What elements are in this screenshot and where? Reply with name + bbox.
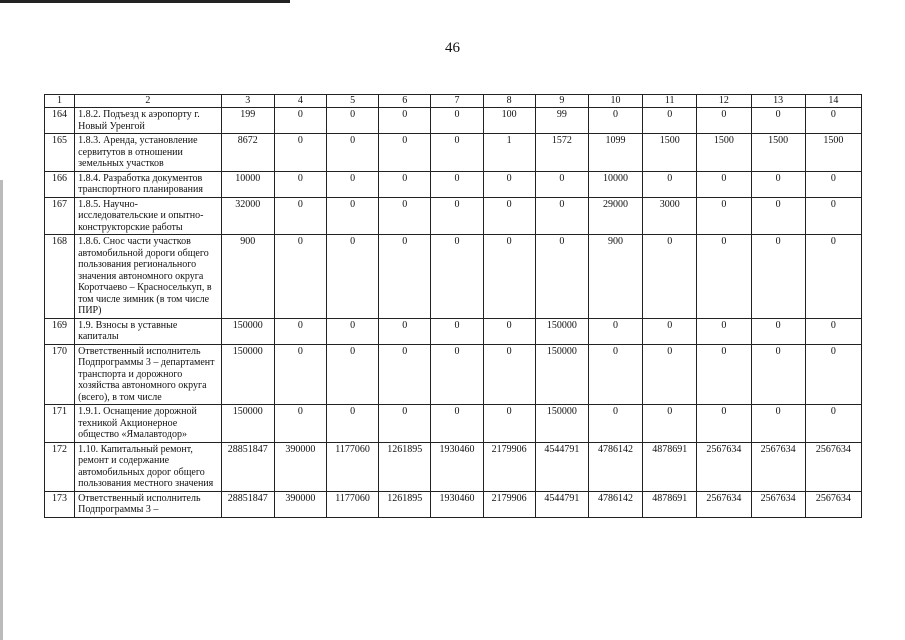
value-cell: 10000	[588, 171, 642, 197]
value-cell: 28851847	[221, 491, 274, 517]
table-row	[45, 108, 862, 134]
value-cell: 0	[379, 197, 431, 235]
row-description: 1.10. Капитальный ремонт, ремонт и содержание автомобильных дорог общего пользования местного значения	[75, 442, 222, 491]
value-cell: 900	[221, 235, 274, 319]
column-header: 11	[643, 95, 697, 108]
value-cell: 900	[588, 235, 642, 319]
row-number: 167	[45, 197, 75, 235]
value-cell: 0	[327, 108, 379, 134]
value-cell: 0	[379, 235, 431, 319]
value-cell: 0	[274, 235, 326, 319]
value-cell: 0	[274, 405, 326, 443]
value-cell: 2567634	[805, 442, 861, 491]
header-row	[45, 95, 862, 108]
value-cell: 3000	[643, 197, 697, 235]
value-cell: 0	[274, 197, 326, 235]
value-cell: 0	[697, 171, 751, 197]
row-description: 1.9. Взносы в уставные капиталы	[75, 318, 222, 344]
value-cell: 0	[751, 235, 805, 319]
row-description: 1.9.1. Оснащение дорожной техникой Акционерное общество «Ямалавтодор»	[75, 405, 222, 443]
value-cell: 2567634	[805, 491, 861, 517]
column-header: 5	[327, 95, 379, 108]
value-cell: 0	[535, 171, 588, 197]
value-cell: 0	[431, 171, 483, 197]
table-row	[45, 197, 862, 235]
value-cell: 390000	[274, 491, 326, 517]
column-header: 10	[588, 95, 642, 108]
value-cell: 390000	[274, 442, 326, 491]
value-cell: 0	[751, 318, 805, 344]
value-cell: 0	[327, 134, 379, 172]
row-number: 168	[45, 235, 75, 319]
value-cell: 28851847	[221, 442, 274, 491]
value-cell: 0	[588, 108, 642, 134]
value-cell: 99	[535, 108, 588, 134]
budget-table	[44, 94, 862, 518]
value-cell: 0	[643, 171, 697, 197]
value-cell: 0	[588, 344, 642, 405]
column-header: 9	[535, 95, 588, 108]
value-cell: 4544791	[535, 442, 588, 491]
value-cell: 0	[805, 171, 861, 197]
value-cell: 0	[379, 344, 431, 405]
column-header: 2	[75, 95, 222, 108]
value-cell: 0	[535, 197, 588, 235]
value-cell: 1500	[697, 134, 751, 172]
value-cell: 32000	[221, 197, 274, 235]
value-cell: 150000	[221, 405, 274, 443]
row-description: 1.8.3. Аренда, установление сервитутов в отношении земельных участков	[75, 134, 222, 172]
column-header: 7	[431, 95, 483, 108]
row-number: 173	[45, 491, 75, 517]
value-cell: 0	[697, 318, 751, 344]
value-cell: 2567634	[697, 442, 751, 491]
row-description: 1.8.6. Снос части участков автомобильной дороги общего пользования регионального значения автономного округа Коротчаево – Красноселькуп, в том числе зимник (в том числе ПИР)	[75, 235, 222, 319]
value-cell: 150000	[221, 344, 274, 405]
value-cell: 0	[431, 134, 483, 172]
column-header: 12	[697, 95, 751, 108]
value-cell: 0	[805, 344, 861, 405]
value-cell: 0	[431, 344, 483, 405]
value-cell: 4544791	[535, 491, 588, 517]
value-cell: 0	[379, 318, 431, 344]
row-number: 169	[45, 318, 75, 344]
row-number: 171	[45, 405, 75, 443]
value-cell: 0	[483, 171, 535, 197]
value-cell: 0	[643, 344, 697, 405]
value-cell: 0	[643, 405, 697, 443]
table-row	[45, 442, 862, 491]
row-description: 1.8.5. Научно-исследовательские и опытно-конструкторские работы	[75, 197, 222, 235]
column-header: 4	[274, 95, 326, 108]
value-cell: 0	[379, 405, 431, 443]
value-cell: 100	[483, 108, 535, 134]
value-cell: 0	[327, 344, 379, 405]
row-description: 1.8.2. Подъезд к аэропорту г. Новый Уренгой	[75, 108, 222, 134]
value-cell: 1261895	[379, 491, 431, 517]
value-cell: 0	[431, 108, 483, 134]
column-header: 14	[805, 95, 861, 108]
value-cell: 1	[483, 134, 535, 172]
row-number: 170	[45, 344, 75, 405]
column-header: 1	[45, 95, 75, 108]
value-cell: 4878691	[643, 442, 697, 491]
table-row	[45, 405, 862, 443]
value-cell: 0	[643, 108, 697, 134]
value-cell: 0	[751, 197, 805, 235]
table-body	[45, 108, 862, 518]
page-number: 46	[445, 40, 460, 56]
value-cell: 1500	[751, 134, 805, 172]
table-row	[45, 491, 862, 517]
value-cell: 0	[379, 108, 431, 134]
row-number: 172	[45, 442, 75, 491]
table-row	[45, 171, 862, 197]
value-cell: 0	[535, 235, 588, 319]
value-cell: 1930460	[431, 491, 483, 517]
value-cell: 0	[751, 344, 805, 405]
value-cell: 0	[751, 108, 805, 134]
value-cell: 1500	[805, 134, 861, 172]
value-cell: 0	[327, 171, 379, 197]
value-cell: 2567634	[751, 491, 805, 517]
value-cell: 0	[697, 197, 751, 235]
value-cell: 0	[697, 235, 751, 319]
value-cell: 199	[221, 108, 274, 134]
value-cell: 0	[805, 318, 861, 344]
value-cell: 0	[588, 405, 642, 443]
top-scan-rule	[0, 0, 290, 3]
value-cell: 0	[379, 134, 431, 172]
value-cell: 2567634	[697, 491, 751, 517]
value-cell: 1261895	[379, 442, 431, 491]
value-cell: 29000	[588, 197, 642, 235]
value-cell: 0	[431, 197, 483, 235]
value-cell: 0	[805, 405, 861, 443]
value-cell: 0	[274, 344, 326, 405]
table-row	[45, 318, 862, 344]
value-cell: 8672	[221, 134, 274, 172]
column-header: 13	[751, 95, 805, 108]
row-number: 166	[45, 171, 75, 197]
value-cell: 0	[327, 318, 379, 344]
value-cell: 0	[697, 405, 751, 443]
value-cell: 0	[274, 318, 326, 344]
value-cell: 2179906	[483, 491, 535, 517]
value-cell: 0	[431, 318, 483, 344]
value-cell: 0	[483, 197, 535, 235]
left-scan-edge	[0, 180, 3, 640]
table-row	[45, 134, 862, 172]
value-cell: 0	[805, 235, 861, 319]
value-cell: 2179906	[483, 442, 535, 491]
value-cell: 0	[274, 108, 326, 134]
column-header: 6	[379, 95, 431, 108]
value-cell: 0	[751, 171, 805, 197]
value-cell: 0	[327, 235, 379, 319]
value-cell: 0	[327, 197, 379, 235]
value-cell: 0	[431, 235, 483, 319]
value-cell: 150000	[535, 344, 588, 405]
value-cell: 1099	[588, 134, 642, 172]
value-cell: 0	[643, 318, 697, 344]
value-cell: 1572	[535, 134, 588, 172]
row-description: Ответственный исполнитель Подпрограммы 3 –	[75, 491, 222, 517]
row-number: 165	[45, 134, 75, 172]
value-cell: 1177060	[327, 442, 379, 491]
value-cell: 0	[697, 108, 751, 134]
value-cell: 4786142	[588, 442, 642, 491]
value-cell: 0	[588, 318, 642, 344]
value-cell: 0	[805, 197, 861, 235]
value-cell: 0	[483, 318, 535, 344]
value-cell: 0	[483, 344, 535, 405]
row-description: 1.8.4. Разработка документов транспортного планирования	[75, 171, 222, 197]
value-cell: 1177060	[327, 491, 379, 517]
table-row	[45, 344, 862, 405]
value-cell: 150000	[221, 318, 274, 344]
value-cell: 1930460	[431, 442, 483, 491]
value-cell: 0	[274, 171, 326, 197]
value-cell: 0	[643, 235, 697, 319]
column-header: 3	[221, 95, 274, 108]
value-cell: 10000	[221, 171, 274, 197]
value-cell: 0	[327, 405, 379, 443]
value-cell: 2567634	[751, 442, 805, 491]
value-cell: 150000	[535, 318, 588, 344]
value-cell: 0	[805, 108, 861, 134]
value-cell: 0	[751, 405, 805, 443]
value-cell: 4786142	[588, 491, 642, 517]
column-header: 8	[483, 95, 535, 108]
value-cell: 0	[697, 344, 751, 405]
value-cell: 0	[379, 171, 431, 197]
value-cell: 0	[274, 134, 326, 172]
value-cell: 0	[483, 405, 535, 443]
value-cell: 0	[431, 405, 483, 443]
row-number: 164	[45, 108, 75, 134]
value-cell: 4878691	[643, 491, 697, 517]
table-row	[45, 235, 862, 319]
value-cell: 150000	[535, 405, 588, 443]
row-description: Ответственный исполнитель Подпрограммы 3 – департамент транспорта и дорожного хозяйства автономного округа (всего), в том числе	[75, 344, 222, 405]
value-cell: 1500	[643, 134, 697, 172]
value-cell: 0	[483, 235, 535, 319]
